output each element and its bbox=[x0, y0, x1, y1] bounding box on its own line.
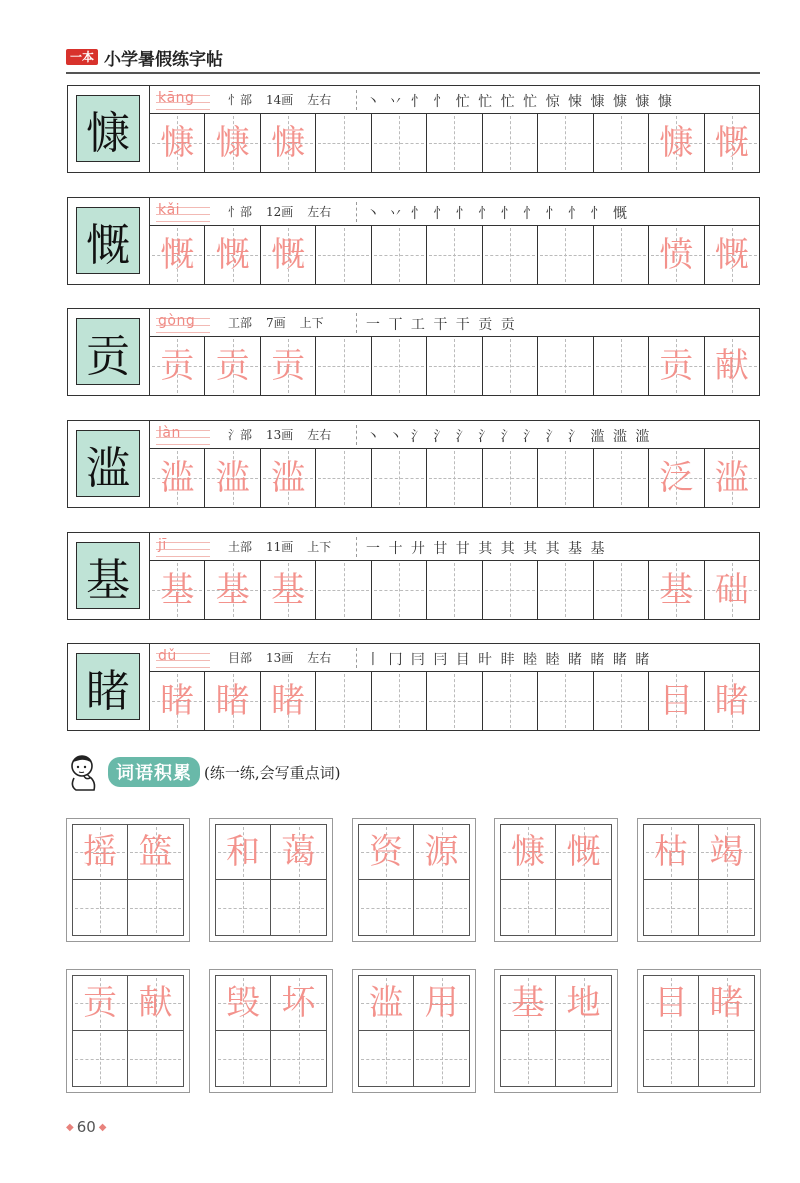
vocab-cell[interactable] bbox=[644, 880, 699, 935]
info-separator bbox=[356, 202, 357, 222]
practice-row bbox=[150, 672, 759, 730]
big-char-box bbox=[68, 421, 150, 507]
big-char-box bbox=[68, 198, 150, 284]
big-char: 慨 bbox=[76, 207, 140, 274]
trace-char: 滥 bbox=[714, 458, 749, 498]
vocab-cell[interactable] bbox=[216, 825, 271, 880]
vocab-cell[interactable] bbox=[359, 825, 414, 880]
trace-char: 慨 bbox=[215, 235, 250, 275]
vocab-cell[interactable] bbox=[644, 1031, 699, 1086]
practice-cell[interactable] bbox=[427, 672, 482, 730]
practice-cell[interactable] bbox=[483, 449, 538, 507]
char-info-row bbox=[150, 533, 759, 561]
practice-cell[interactable] bbox=[538, 337, 593, 395]
practice-cell[interactable] bbox=[483, 672, 538, 730]
practice-cell[interactable] bbox=[538, 226, 593, 284]
practice-cell[interactable] bbox=[372, 449, 427, 507]
practice-cell[interactable] bbox=[427, 114, 482, 172]
practice-cell[interactable] bbox=[483, 337, 538, 395]
big-char-box bbox=[68, 309, 150, 395]
practice-cell[interactable] bbox=[150, 226, 205, 284]
vocab-trace-char: 资 bbox=[369, 832, 403, 872]
practice-cell[interactable] bbox=[649, 561, 704, 619]
trace-char: 睹 bbox=[160, 681, 195, 721]
trace-char: 慷 bbox=[215, 123, 250, 163]
pinyin-box bbox=[156, 201, 210, 223]
practice-cell[interactable] bbox=[205, 561, 260, 619]
vocab-cell[interactable] bbox=[414, 976, 469, 1031]
practice-cell[interactable] bbox=[205, 449, 260, 507]
trace-char: 慨 bbox=[714, 235, 749, 275]
vocab-cell[interactable] bbox=[556, 976, 611, 1031]
vocab-cell[interactable] bbox=[128, 976, 183, 1031]
vocab-trace-char: 滥 bbox=[369, 983, 403, 1023]
practice-cell[interactable] bbox=[594, 337, 649, 395]
pinyin-box bbox=[156, 424, 210, 446]
vocab-word-box bbox=[66, 818, 190, 942]
vocab-word-box bbox=[352, 818, 476, 942]
practice-cell[interactable] bbox=[649, 114, 704, 172]
practice-cell[interactable] bbox=[594, 561, 649, 619]
trace-char: 贡 bbox=[160, 346, 195, 386]
trace-char: 愤 bbox=[659, 235, 694, 275]
radical: 土部 bbox=[228, 540, 253, 554]
vocab-cell[interactable] bbox=[699, 1031, 754, 1086]
practice-cell[interactable] bbox=[705, 114, 759, 172]
practice-cell[interactable] bbox=[649, 337, 704, 395]
vocab-trace-char: 基 bbox=[511, 983, 545, 1023]
stroke-order: 一 十 廾 甘 甘 其 其 其 其 基 基 bbox=[366, 541, 607, 557]
vocab-trace-char: 用 bbox=[424, 983, 459, 1023]
practice-cell[interactable] bbox=[316, 672, 371, 730]
header-rule bbox=[66, 72, 760, 74]
vocab-cell[interactable] bbox=[271, 880, 326, 935]
practice-cell[interactable] bbox=[705, 672, 759, 730]
vocab-cell[interactable] bbox=[271, 1031, 326, 1086]
char-info-row bbox=[150, 86, 759, 114]
structure: 上下 bbox=[307, 540, 332, 554]
vocab-cell[interactable] bbox=[271, 825, 326, 880]
vocab-trace-char: 蔼 bbox=[281, 832, 316, 872]
pinyin-box bbox=[156, 312, 210, 334]
vocab-word-box bbox=[209, 818, 333, 942]
vocab-cell[interactable] bbox=[359, 880, 414, 935]
pinyin-box bbox=[156, 536, 210, 558]
vocab-cell[interactable] bbox=[501, 1031, 556, 1086]
practice-cell[interactable] bbox=[316, 337, 371, 395]
practice-row bbox=[150, 449, 759, 507]
practice-cell[interactable] bbox=[205, 226, 260, 284]
stroke-order: 丶 丷 忄 忄 忄 忄 忄 忄 忄 忄 忄 慨 bbox=[366, 206, 629, 222]
practice-cell[interactable] bbox=[316, 561, 371, 619]
practice-row bbox=[150, 226, 759, 284]
character-block bbox=[67, 532, 760, 620]
thinking-kid-icon bbox=[66, 752, 106, 792]
vocab-trace-char: 毁 bbox=[226, 983, 260, 1023]
character-block bbox=[67, 197, 760, 285]
trace-char: 贡 bbox=[271, 346, 306, 386]
vocab-cell[interactable] bbox=[73, 825, 128, 880]
page-number bbox=[66, 1118, 107, 1136]
practice-cell[interactable] bbox=[150, 672, 205, 730]
practice-cell[interactable] bbox=[594, 449, 649, 507]
practice-cell[interactable] bbox=[649, 226, 704, 284]
vocab-cell[interactable] bbox=[699, 976, 754, 1031]
big-char-box bbox=[68, 533, 150, 619]
page-number-text: 60 bbox=[76, 1118, 96, 1136]
vocab-cell[interactable] bbox=[556, 1031, 611, 1086]
character-block bbox=[67, 308, 760, 396]
vocab-cell[interactable] bbox=[73, 976, 128, 1031]
vocab-cell[interactable] bbox=[73, 880, 128, 935]
practice-cell[interactable] bbox=[427, 337, 482, 395]
trace-char: 慨 bbox=[160, 235, 195, 275]
strokes-count: 13画 bbox=[266, 428, 294, 442]
practice-cell[interactable] bbox=[483, 561, 538, 619]
radical: 氵部 bbox=[228, 428, 253, 442]
practice-row bbox=[150, 114, 759, 172]
practice-cell[interactable] bbox=[372, 226, 427, 284]
vocab-word-box bbox=[66, 969, 190, 1093]
practice-cell[interactable] bbox=[594, 672, 649, 730]
diamond-left-icon: ◆ bbox=[66, 1121, 74, 1133]
practice-cell[interactable] bbox=[261, 114, 316, 172]
diamond-right-icon: ◆ bbox=[98, 1121, 107, 1133]
structure: 左右 bbox=[307, 651, 332, 665]
practice-cell[interactable] bbox=[150, 561, 205, 619]
radical: 工部 bbox=[228, 316, 253, 330]
practice-cell[interactable] bbox=[705, 449, 759, 507]
practice-row bbox=[150, 337, 759, 395]
radical: 忄部 bbox=[228, 93, 253, 107]
trace-char: 贡 bbox=[659, 346, 694, 386]
page-header bbox=[66, 46, 223, 68]
practice-cell[interactable] bbox=[427, 449, 482, 507]
vocab-trace-char: 篮 bbox=[138, 832, 173, 872]
practice-row bbox=[150, 561, 759, 619]
vocab-cell[interactable] bbox=[556, 880, 611, 935]
structure: 左右 bbox=[307, 93, 332, 107]
practice-cell[interactable] bbox=[649, 672, 704, 730]
trace-char: 目 bbox=[659, 681, 694, 721]
vocab-trace-char: 枯 bbox=[654, 832, 688, 872]
vocab-trace-char: 摇 bbox=[83, 832, 117, 872]
vocab-cell[interactable] bbox=[128, 825, 183, 880]
practice-cell[interactable] bbox=[483, 114, 538, 172]
vocab-trace-char: 和 bbox=[226, 832, 260, 872]
strokes-count: 7画 bbox=[266, 316, 286, 330]
practice-cell[interactable] bbox=[261, 449, 316, 507]
vocab-trace-char: 源 bbox=[424, 832, 459, 872]
vocab-word-box bbox=[494, 969, 618, 1093]
info-separator bbox=[356, 90, 357, 110]
vocab-trace-char: 慷 bbox=[511, 832, 545, 872]
practice-cell[interactable] bbox=[205, 114, 260, 172]
vocab-cell[interactable] bbox=[271, 976, 326, 1031]
char-info-row bbox=[150, 421, 759, 449]
char-info-row bbox=[150, 198, 759, 226]
vocab-word-box bbox=[352, 969, 476, 1093]
info-separator bbox=[356, 313, 357, 333]
practice-cell[interactable] bbox=[316, 449, 371, 507]
vocab-trace-char: 坏 bbox=[281, 983, 316, 1023]
vocab-trace-char: 贡 bbox=[83, 983, 117, 1023]
vocab-trace-char: 慨 bbox=[566, 832, 601, 872]
practice-cell[interactable] bbox=[427, 561, 482, 619]
char-info-row bbox=[150, 644, 759, 672]
practice-cell[interactable] bbox=[261, 672, 316, 730]
info-separator bbox=[356, 648, 357, 668]
practice-cell[interactable] bbox=[705, 337, 759, 395]
vocab-cell[interactable] bbox=[556, 825, 611, 880]
vocab-cell[interactable] bbox=[73, 1031, 128, 1086]
pinyin: kǎi bbox=[158, 201, 181, 218]
radical: 目部 bbox=[228, 651, 253, 665]
strokes-count: 12画 bbox=[266, 205, 294, 219]
vocab-cell[interactable] bbox=[699, 880, 754, 935]
big-char: 慷 bbox=[76, 95, 140, 162]
vocab-cell[interactable] bbox=[216, 880, 271, 935]
trace-char: 滥 bbox=[271, 458, 306, 498]
vocab-cell[interactable] bbox=[699, 825, 754, 880]
char-info-row bbox=[150, 309, 759, 337]
practice-cell[interactable] bbox=[150, 114, 205, 172]
practice-cell[interactable] bbox=[316, 114, 371, 172]
practice-cell[interactable] bbox=[372, 114, 427, 172]
practice-cell[interactable] bbox=[205, 337, 260, 395]
pinyin: kāng bbox=[158, 89, 195, 106]
pinyin: jī bbox=[158, 536, 167, 553]
vocab-cell[interactable] bbox=[359, 976, 414, 1031]
pinyin-box bbox=[156, 89, 210, 111]
vocab-cell[interactable] bbox=[414, 825, 469, 880]
practice-cell[interactable] bbox=[538, 114, 593, 172]
vocab-cell[interactable] bbox=[128, 1031, 183, 1086]
trace-char: 基 bbox=[271, 570, 306, 610]
pinyin: làn bbox=[158, 424, 181, 441]
trace-char: 基 bbox=[215, 570, 250, 610]
trace-char: 慷 bbox=[160, 123, 195, 163]
practice-cell[interactable] bbox=[261, 337, 316, 395]
practice-cell[interactable] bbox=[150, 449, 205, 507]
practice-cell[interactable] bbox=[427, 226, 482, 284]
practice-cell[interactable] bbox=[538, 672, 593, 730]
vocab-cell[interactable] bbox=[216, 976, 271, 1031]
practice-cell[interactable] bbox=[372, 337, 427, 395]
structure: 左右 bbox=[307, 205, 332, 219]
vocab-trace-char: 竭 bbox=[709, 832, 744, 872]
brand-badge: 一本 bbox=[66, 49, 98, 65]
big-char: 基 bbox=[76, 542, 140, 609]
trace-char: 睹 bbox=[714, 681, 749, 721]
trace-char: 泛 bbox=[659, 458, 694, 498]
stroke-order: 丨 冂 冃 冃 目 旪 盽 睦 睦 睹 睹 睹 睹 bbox=[366, 652, 652, 668]
vocab-word-box bbox=[637, 818, 761, 942]
pinyin-box bbox=[156, 647, 210, 669]
trace-char: 础 bbox=[714, 570, 749, 610]
vocab-cell[interactable] bbox=[216, 1031, 271, 1086]
info-separator bbox=[356, 537, 357, 557]
practice-cell[interactable] bbox=[594, 114, 649, 172]
vocab-cell[interactable] bbox=[644, 976, 699, 1031]
vocab-cell[interactable] bbox=[359, 1031, 414, 1086]
stroke-order: 丶 丷 忄 忄 忙 忙 忙 忙 惊 悚 慷 慷 慷 慷 bbox=[366, 94, 674, 110]
vocab-trace-char: 地 bbox=[566, 983, 601, 1023]
trace-char: 慨 bbox=[271, 235, 306, 275]
practice-cell[interactable] bbox=[538, 561, 593, 619]
practice-cell[interactable] bbox=[372, 561, 427, 619]
vocab-word-box bbox=[494, 818, 618, 942]
trace-char: 基 bbox=[659, 570, 694, 610]
trace-char: 慨 bbox=[714, 123, 749, 163]
pinyin: dǔ bbox=[158, 647, 177, 664]
strokes-count: 14画 bbox=[266, 93, 294, 107]
practice-cell[interactable] bbox=[483, 226, 538, 284]
practice-cell[interactable] bbox=[372, 672, 427, 730]
vocab-trace-char: 目 bbox=[654, 983, 688, 1023]
practice-cell[interactable] bbox=[150, 337, 205, 395]
trace-char: 慷 bbox=[659, 123, 694, 163]
strokes-count: 11画 bbox=[266, 540, 294, 554]
vocab-trace-char: 睹 bbox=[709, 983, 744, 1023]
big-char: 贡 bbox=[76, 318, 140, 385]
practice-cell[interactable] bbox=[316, 226, 371, 284]
trace-char: 睹 bbox=[271, 681, 306, 721]
trace-char: 贡 bbox=[215, 346, 250, 386]
vocab-cell[interactable] bbox=[644, 825, 699, 880]
vocab-badge: 词语积累 bbox=[108, 757, 200, 787]
vocab-subtitle: (练一练,会写重点词) bbox=[204, 763, 341, 782]
trace-char: 滥 bbox=[215, 458, 250, 498]
structure: 左右 bbox=[307, 428, 332, 442]
trace-char: 慷 bbox=[271, 123, 306, 163]
trace-char: 基 bbox=[160, 570, 195, 610]
trace-char: 献 bbox=[714, 346, 749, 386]
vocab-section-title bbox=[66, 755, 340, 789]
vocab-cell[interactable] bbox=[501, 825, 556, 880]
stroke-order: 一 丅 工 干 干 贡 贡 bbox=[366, 317, 517, 333]
vocab-word-box bbox=[637, 969, 761, 1093]
vocab-cell[interactable] bbox=[128, 880, 183, 935]
big-char: 睹 bbox=[76, 653, 140, 720]
book-title: 小学暑假练字帖 bbox=[104, 49, 224, 70]
practice-cell[interactable] bbox=[261, 561, 316, 619]
trace-char: 睹 bbox=[215, 681, 250, 721]
vocab-cell[interactable] bbox=[501, 976, 556, 1031]
practice-cell[interactable] bbox=[649, 449, 704, 507]
pinyin: gòng bbox=[158, 312, 196, 329]
trace-char: 滥 bbox=[160, 458, 195, 498]
vocab-cell[interactable] bbox=[414, 1031, 469, 1086]
practice-cell[interactable] bbox=[705, 226, 759, 284]
character-block bbox=[67, 643, 760, 731]
vocab-cell[interactable] bbox=[414, 880, 469, 935]
practice-cell[interactable] bbox=[261, 226, 316, 284]
vocab-trace-char: 献 bbox=[138, 983, 173, 1023]
big-char-box bbox=[68, 644, 150, 730]
practice-cell[interactable] bbox=[705, 561, 759, 619]
big-char-box bbox=[68, 86, 150, 172]
radical: 忄部 bbox=[228, 205, 253, 219]
stroke-order: 丶 丶 氵 氵 氵 氵 氵 氵 氵 氵 滥 滥 滥 bbox=[366, 429, 652, 445]
vocab-word-box bbox=[209, 969, 333, 1093]
vocab-cell[interactable] bbox=[501, 880, 556, 935]
character-block bbox=[67, 420, 760, 508]
structure: 上下 bbox=[299, 316, 324, 330]
character-block bbox=[67, 85, 760, 173]
info-separator bbox=[356, 425, 357, 445]
practice-cell[interactable] bbox=[205, 672, 260, 730]
big-char: 滥 bbox=[76, 430, 140, 497]
strokes-count: 13画 bbox=[266, 651, 294, 665]
practice-cell[interactable] bbox=[538, 449, 593, 507]
practice-cell[interactable] bbox=[594, 226, 649, 284]
